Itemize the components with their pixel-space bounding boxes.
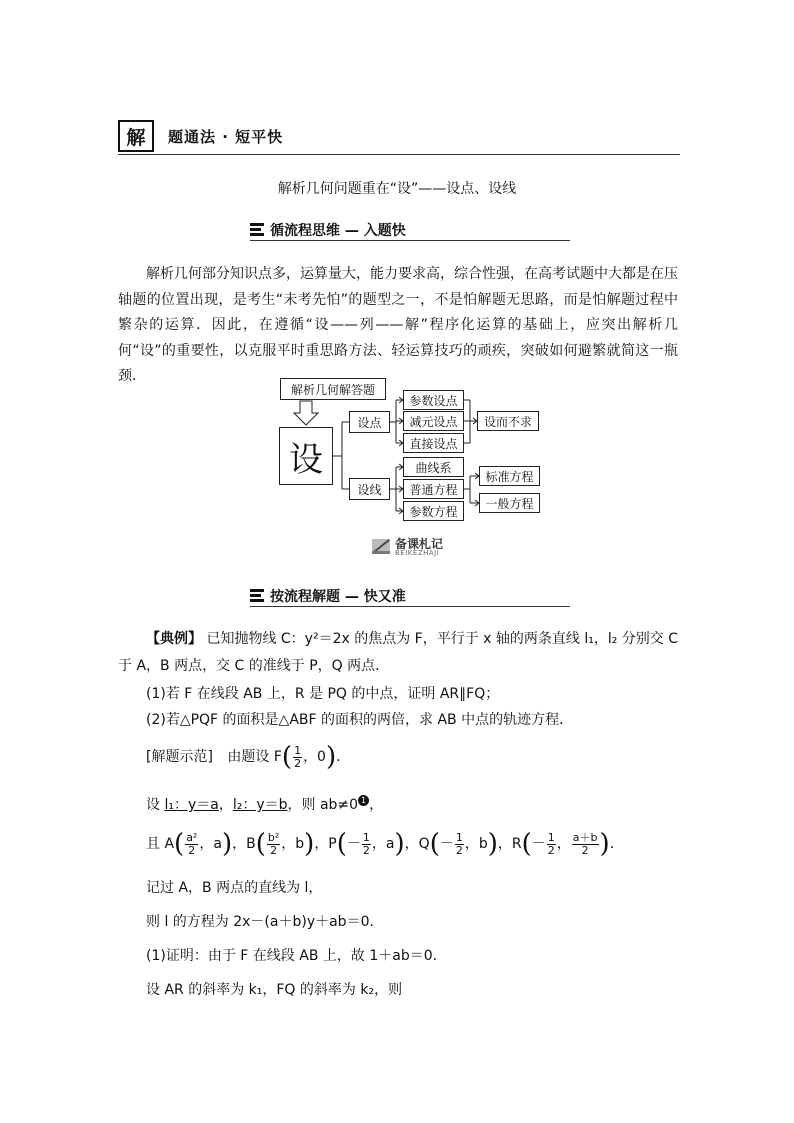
solution-line6: [146, 946, 706, 966]
section-bars-icon: [250, 589, 264, 602]
solution-line3-points: 且 A( $\frac{\text{a²}}{2}$ ，a)，B( $\frac{\text{b²}}{2}$ ，b)，P(－ $\frac{1}{2}$ ，a)，Q(－ $\frac{1}{2}$ ，b)，R(－ $\frac{1}{2}$ ， $\frac{a+b}{2}$ )．: [146, 829, 624, 859]
section2-heading: [250, 586, 570, 607]
example-question-1: (1)若 F 在线段 AB 上，R 是 PQ 的中点，证明 AR∥FQ；: [146, 686, 500, 702]
header-box-char: 解: [118, 120, 154, 152]
header-title: 题通法 · 短平快: [168, 128, 284, 146]
solution-line1-text: 由题设 F: [227, 749, 282, 765]
solution-line1: [解题示范] 由题设 F( $\frac{1}{2}$ ，0)．: [146, 742, 351, 772]
diagram-branch-line: 设线: [349, 478, 390, 500]
section1-heading: [250, 220, 570, 241]
diagram-line-item-3: 参数方程: [403, 501, 464, 521]
note-marker: 1: [358, 795, 369, 806]
point-p-y: a: [385, 836, 395, 852]
beikezhaji-logo: [371, 536, 451, 558]
example-label: 【典例】: [146, 631, 202, 647]
line-l2-def: l₂：y＝b: [232, 797, 288, 813]
page-subtitle: 解析几何问题重在“设”——设点、设线: [277, 181, 517, 197]
section1-title: 循流程思维 — 入题快: [270, 223, 406, 239]
solution-line4: 记过 A，B 两点的直线为 l，: [146, 880, 323, 896]
example-stem-1: 已知抛物线 C：y²＝2x 的焦点为 F，平行于 x 轴的两条直线 l₁，l₂ 分别交 C: [206, 631, 679, 647]
diagram-point-result: 设而不求: [477, 411, 539, 431]
solution-line2: 设 l₁：y＝a，l₂：y＝b，则 ab≠0 1 ，: [146, 796, 384, 813]
point-b-y: b: [295, 836, 305, 852]
intro-paragraph: 解析几何部分知识点多，运算量大，能力要求高，综合性强，在高考试题中大都是在压轴题的位置出现，是考生“未考先怕”的题型之一，不是怕解题无思路，而是怕解题过程中繁杂的运算．因此，在遵循“设——列——解”程序化运算的基础上，应突出解析几何“设”的重要性，以克服平时重思路方法、轻运算技巧的顽疾，突破如何避繁就简这一瓶颈．: [118, 266, 678, 384]
diagram-line-result-2: 一般方程: [479, 493, 540, 513]
proof-tag: (1)证明：: [146, 948, 208, 964]
diagram-branch-point: 设点: [349, 411, 390, 433]
focus-x-fraction: $\frac{1}{2}$: [294, 743, 302, 770]
diagram-point-item-2: 减元设点: [403, 411, 464, 431]
section2-title: 按流程解题 — 快又准: [270, 589, 406, 605]
notebook-pen-icon: [371, 536, 393, 556]
diagram-point-item-1: 参数设点: [403, 390, 464, 410]
diagram-line-result-1: 标准方程: [479, 466, 540, 486]
diagram-center-box: 设: [279, 427, 333, 485]
solution-label: [解题示范]: [146, 749, 213, 765]
example-stem-line1: [146, 629, 680, 649]
diagram-top-box: 解析几何解答题: [280, 378, 386, 400]
point-q-y: b: [478, 836, 488, 852]
solution-line1-tail: ，0: [303, 749, 326, 765]
diagram-line-item-2: 普通方程: [403, 479, 464, 499]
diagram-line-item-1: 曲线系: [403, 457, 464, 477]
solution-line5: 则 l 的方程为 2x－(a＋b)y＋ab＝0．: [146, 914, 384, 930]
solution-line7: 设 AR 的斜率为 k₁，FQ 的斜率为 k₂，则: [146, 982, 403, 998]
section-header: [118, 118, 680, 155]
proof-text: 由于 F 在线段 AB 上，故 1＋ab＝0．: [207, 948, 447, 964]
example-question-2: (2)若△PQF 的面积是△ABF 的面积的两倍，求 AB 中点的轨迹方程．: [146, 712, 574, 728]
point-a-y: a: [213, 836, 222, 852]
section-bars-icon: [250, 223, 264, 236]
diagram-point-item-3: 直接设点: [403, 433, 464, 453]
logo-text-cn: 备课札记: [395, 537, 444, 551]
example-stem-2: 于 A，B 两点，交 C 的准线于 P，Q 两点．: [118, 658, 390, 674]
line-l1-def: l₁：y＝a: [164, 797, 219, 813]
logo-text-en: BEIKEZHAJI: [395, 549, 440, 557]
